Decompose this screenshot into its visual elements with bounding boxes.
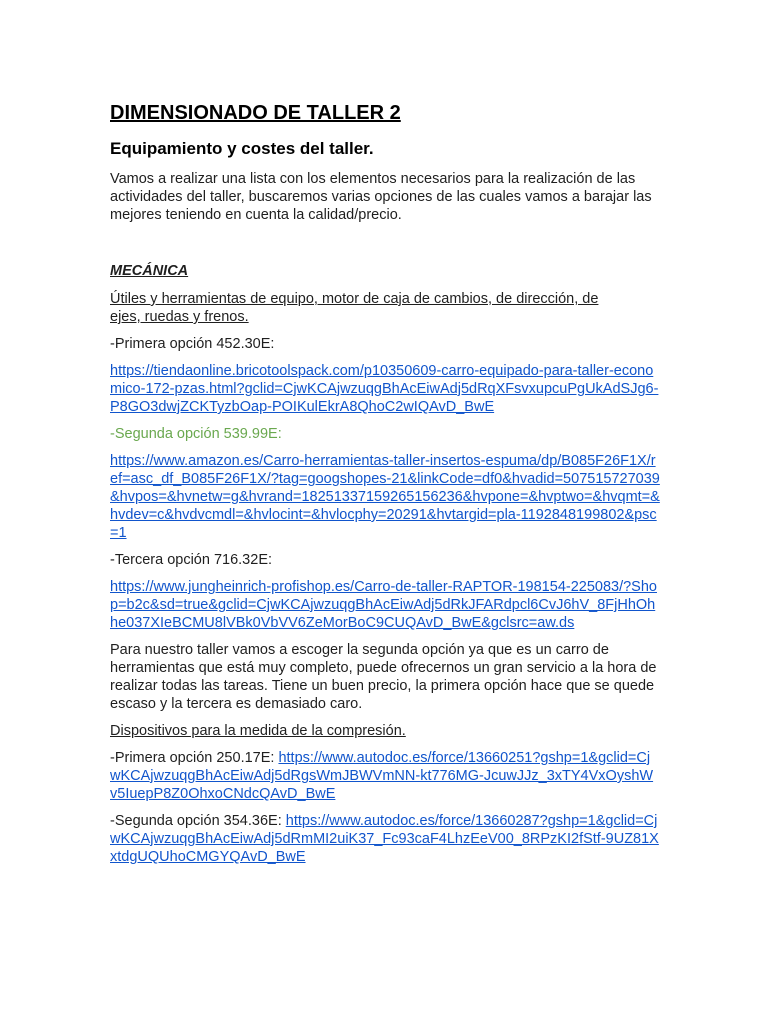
- comp-option2-paragraph: [110, 812, 660, 866]
- compression-heading: Dispositivos para la medida de la compresión.: [110, 723, 406, 739]
- comp-option1-link[interactable]: https://www.autodoc.es/force/13660251?gshp=1&gclid=CjwKCAjwzuqgBhAcEiwAdj5dRgsWmJBWVmNN-kt776MG-JcuwJJz_3xTY4VxOyshWv5IuepP8Z0OhxoCNdcQAvD_BwE: [110, 750, 654, 802]
- comp-option1-label: -Primera opción 250.17E:: [110, 750, 275, 766]
- option2-paragraph: [110, 452, 660, 542]
- section-heading-mecanica: MECÁNICA: [110, 263, 189, 279]
- intro-paragraph: Vamos a realizar una lista con los elementos necesarios para la realización de las actividades del taller, buscaremos varias opciones de las cuales vamos a barajar las mejores teniendo en cuenta la calidad/precio.: [110, 171, 652, 223]
- document-title: DIMENSIONADO DE TALLER 2: [110, 102, 401, 124]
- option2-link[interactable]: https://www.amazon.es/Carro-herramientas-taller-insertos-espuma/dp/B085F26F1X/ref=asc_df_B085F26F1X/?tag=googshopes-21&linkCode=df0&hvadid=507515727039&hvpos=&hvnetw=g&hvrand=18251337159265156236&hvpone=&hvptwo=&hvqmt=&hvdev=c&hvdvcmdl=&hvlocint=&hvlocphy=20291&hvtargid=pla-1192848199802&psc=1: [110, 453, 660, 541]
- option3-paragraph: [110, 578, 660, 632]
- option1-link[interactable]: https://tiendaonline.bricotoolspack.com/p10350609-carro-equipado-para-taller-economico-172-pzas.html?gclid=CjwKCAjwzuqgBhAcEiwAdj5dRqXFsvxupcuPgUkAdSJg6-P8GO3dwjZCKTyzbOap-POIKulEkrA8QhoC2wIQAvD_BwE: [110, 363, 659, 415]
- option3-link[interactable]: https://www.jungheinrich-profishop.es/Carro-de-taller-RAPTOR-198154-225083/?Shop=b2c&sd=true&gclid=CjwKCAjwzuqgBhAcEiwAdj5dRkJFARdpcl6CvJ6hV_8FjHhOhhe037XIeBCMU8lVBk0VbVV6ZeMorBoC9CUQAvD_BwE&gclsrc=aw.ds: [110, 579, 657, 631]
- option3-label: -Tercera opción 716.32E:: [110, 552, 273, 568]
- comp-option2-link[interactable]: https://www.autodoc.es/force/13660287?gshp=1&gclid=CjwKCAjwzuqgBhAcEiwAdj5dRmMI2uiK37_Fc93caF4LhzEeV00_8RPzKI2fStf-9UZ81XxtdgUQUhoCMGYQAvD_BwE: [110, 813, 659, 865]
- document-subtitle: Equipamiento y costes del taller.: [110, 139, 374, 158]
- tools-heading-line2: ejes, ruedas y frenos.: [110, 309, 249, 325]
- option1-label: -Primera opción 452.30E:: [110, 336, 275, 352]
- document-body: [110, 100, 660, 875]
- tools-heading-line1: Útiles y herramientas de equipo, motor de caja de cambios, de dirección, de: [110, 291, 599, 307]
- comp-option2-label: -Segunda opción 354.36E:: [110, 813, 282, 829]
- comp-option1-paragraph: [110, 749, 660, 803]
- tools-heading: [110, 290, 660, 326]
- conclusion-paragraph: Para nuestro taller vamos a escoger la segunda opción ya que es un carro de herramientas que está muy completo, puede ofrecernos un gran servicio a la hora de realizar todas las tareas. Tiene un buen precio, la primera opción hace que se quede escaso y la tercera es demasiado caro.: [110, 642, 657, 712]
- option2-label: -Segunda opción 539.99E:: [110, 426, 282, 442]
- option1-paragraph: [110, 362, 660, 416]
